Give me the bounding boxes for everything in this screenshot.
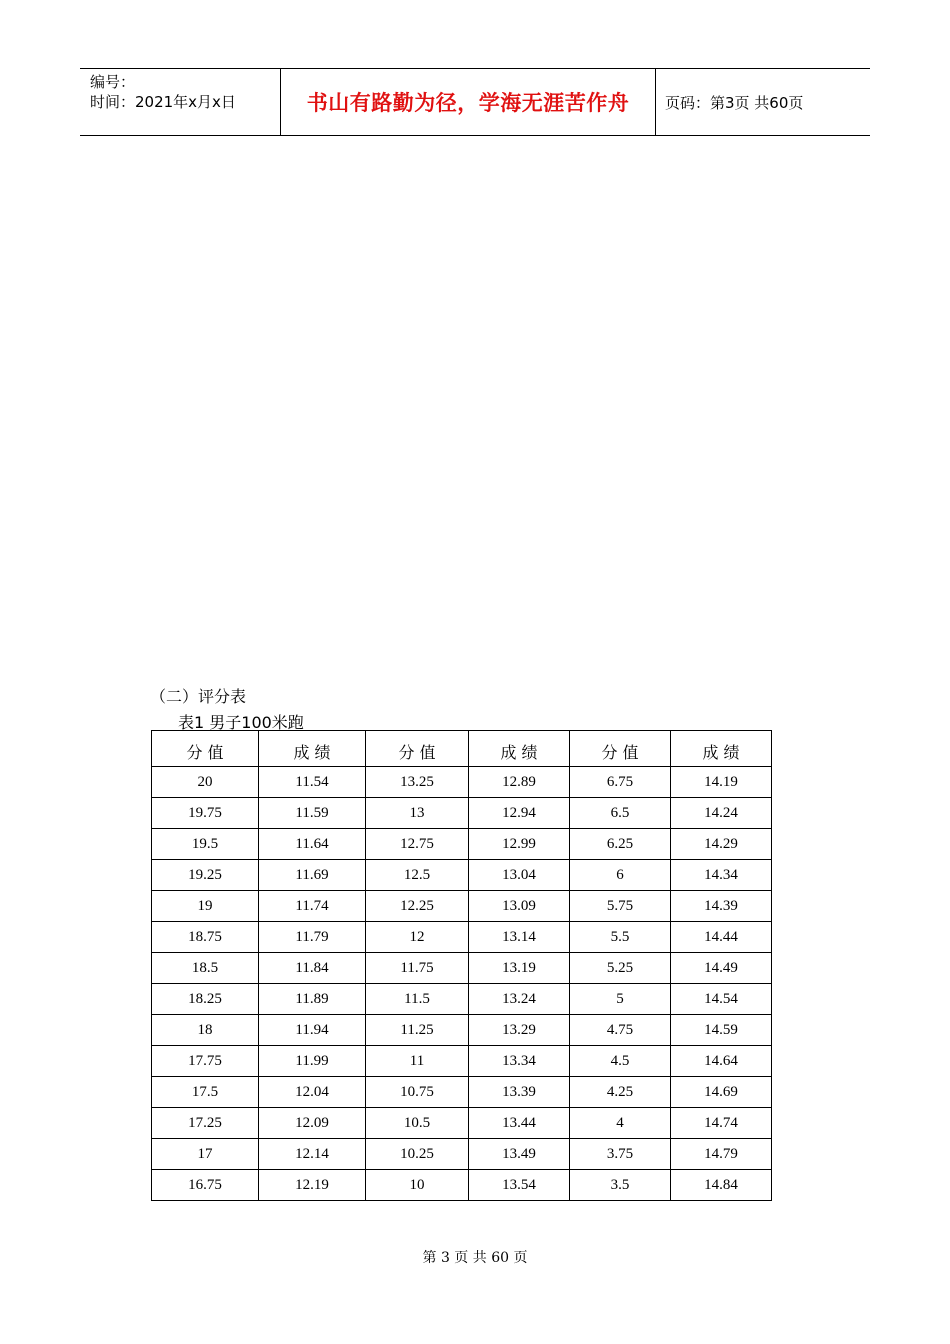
table-row — [152, 798, 772, 829]
table-cell: 5.75 — [570, 891, 671, 922]
table-cell: 12.14 — [259, 1139, 366, 1170]
table-cell: 19.5 — [152, 829, 259, 860]
table-cell: 13.04 — [469, 860, 570, 891]
table-caption: 表1 男子100米跑 — [178, 713, 304, 732]
table-cell: 18.25 — [152, 984, 259, 1015]
table-cell: 14.69 — [671, 1077, 772, 1108]
table-cell: 13.44 — [469, 1108, 570, 1139]
table-cell: 14.59 — [671, 1015, 772, 1046]
table-cell: 13.34 — [469, 1046, 570, 1077]
table-cell: 11.59 — [259, 798, 366, 829]
table-cell: 13.29 — [469, 1015, 570, 1046]
table-cell: 13.49 — [469, 1139, 570, 1170]
table-cell: 6 — [570, 860, 671, 891]
table-cell: 10.5 — [366, 1108, 469, 1139]
page-footer: 第 3 页 共 60 页 — [422, 1250, 528, 1266]
table-cell: 3.75 — [570, 1139, 671, 1170]
table-cell: 12.5 — [366, 860, 469, 891]
table-cell: 5.25 — [570, 953, 671, 984]
table-row — [152, 1170, 772, 1201]
page-header — [80, 68, 870, 136]
table-cell: 13.14 — [469, 922, 570, 953]
table-cell: 14.64 — [671, 1046, 772, 1077]
table-cell: 11.25 — [366, 1015, 469, 1046]
table-cell: 11.69 — [259, 860, 366, 891]
table-cell: 18.5 — [152, 953, 259, 984]
table-cell: 11.84 — [259, 953, 366, 984]
table-cell: 4.25 — [570, 1077, 671, 1108]
table-cell: 11.75 — [366, 953, 469, 984]
score-table — [151, 730, 772, 1201]
table-cell: 3.5 — [570, 1170, 671, 1201]
table-cell: 12.94 — [469, 798, 570, 829]
table-cell: 12.25 — [366, 891, 469, 922]
header-meta — [80, 69, 281, 135]
table-cell: 13.24 — [469, 984, 570, 1015]
table-cell: 5.5 — [570, 922, 671, 953]
table-row — [152, 1046, 772, 1077]
table-cell: 17.5 — [152, 1077, 259, 1108]
header-cell-score-1: 分 值 — [152, 731, 259, 767]
code-label: 编号： — [90, 73, 136, 91]
table-cell: 12.89 — [469, 767, 570, 798]
header-cell-result-1: 成 绩 — [259, 731, 366, 767]
table-cell: 17.25 — [152, 1108, 259, 1139]
table-cell: 13.25 — [366, 767, 469, 798]
table-row — [152, 860, 772, 891]
table-cell: 11.74 — [259, 891, 366, 922]
table-cell: 14.54 — [671, 984, 772, 1015]
header-cell-score-2: 分 值 — [366, 731, 469, 767]
section-title: （二）评分表 — [150, 687, 247, 706]
table-cell: 6.25 — [570, 829, 671, 860]
table-cell: 13.54 — [469, 1170, 570, 1201]
header-cell-result-3: 成 绩 — [671, 731, 772, 767]
table-cell: 16.75 — [152, 1170, 259, 1201]
header-motto: 书山有路勤为径，学海无涯苦作舟 — [281, 69, 656, 135]
table-cell: 10 — [366, 1170, 469, 1201]
table-cell: 12.99 — [469, 829, 570, 860]
table-row — [152, 953, 772, 984]
table-cell: 11.5 — [366, 984, 469, 1015]
table-header-row — [152, 731, 772, 767]
table-row — [152, 984, 772, 1015]
table-cell: 11.79 — [259, 922, 366, 953]
table-cell: 5 — [570, 984, 671, 1015]
table-cell: 12.09 — [259, 1108, 366, 1139]
table-cell: 14.74 — [671, 1108, 772, 1139]
table-row — [152, 891, 772, 922]
time-label: 时间：2021年x月x日 — [90, 93, 236, 111]
table-cell: 11 — [366, 1046, 469, 1077]
table-cell: 17 — [152, 1139, 259, 1170]
table-cell: 14.34 — [671, 860, 772, 891]
table-cell: 14.49 — [671, 953, 772, 984]
table-cell: 14.24 — [671, 798, 772, 829]
table-cell: 13.19 — [469, 953, 570, 984]
table-body — [152, 767, 772, 1201]
table-cell: 11.54 — [259, 767, 366, 798]
table-cell: 14.44 — [671, 922, 772, 953]
table-cell: 13.09 — [469, 891, 570, 922]
table-cell: 4 — [570, 1108, 671, 1139]
table-cell: 11.64 — [259, 829, 366, 860]
table-row — [152, 829, 772, 860]
table-cell: 11.99 — [259, 1046, 366, 1077]
table-cell: 20 — [152, 767, 259, 798]
table-cell: 14.19 — [671, 767, 772, 798]
table-cell: 19.75 — [152, 798, 259, 829]
table-row — [152, 767, 772, 798]
table-cell: 14.79 — [671, 1139, 772, 1170]
table-cell: 6.75 — [570, 767, 671, 798]
table-cell: 11.89 — [259, 984, 366, 1015]
table-row — [152, 1139, 772, 1170]
table-cell: 13 — [366, 798, 469, 829]
table-cell: 11.94 — [259, 1015, 366, 1046]
table-cell: 14.84 — [671, 1170, 772, 1201]
table-cell: 10.75 — [366, 1077, 469, 1108]
table-row — [152, 922, 772, 953]
table-cell: 19 — [152, 891, 259, 922]
table-cell: 18 — [152, 1015, 259, 1046]
table-row — [152, 1015, 772, 1046]
table-cell: 4.5 — [570, 1046, 671, 1077]
table-row — [152, 1077, 772, 1108]
table-cell: 12 — [366, 922, 469, 953]
table-row — [152, 1108, 772, 1139]
table-cell: 17.75 — [152, 1046, 259, 1077]
table-cell: 12.75 — [366, 829, 469, 860]
table-cell: 14.39 — [671, 891, 772, 922]
header-cell-result-2: 成 绩 — [469, 731, 570, 767]
table-cell: 19.25 — [152, 860, 259, 891]
table-cell: 10.25 — [366, 1139, 469, 1170]
table-cell: 4.75 — [570, 1015, 671, 1046]
table-cell: 13.39 — [469, 1077, 570, 1108]
table-cell: 12.04 — [259, 1077, 366, 1108]
table-cell: 6.5 — [570, 798, 671, 829]
table-cell: 18.75 — [152, 922, 259, 953]
table-cell: 14.29 — [671, 829, 772, 860]
header-page-info: 页码：第3页 共60页 — [665, 93, 804, 112]
header-cell-score-3: 分 值 — [570, 731, 671, 767]
table-cell: 12.19 — [259, 1170, 366, 1201]
